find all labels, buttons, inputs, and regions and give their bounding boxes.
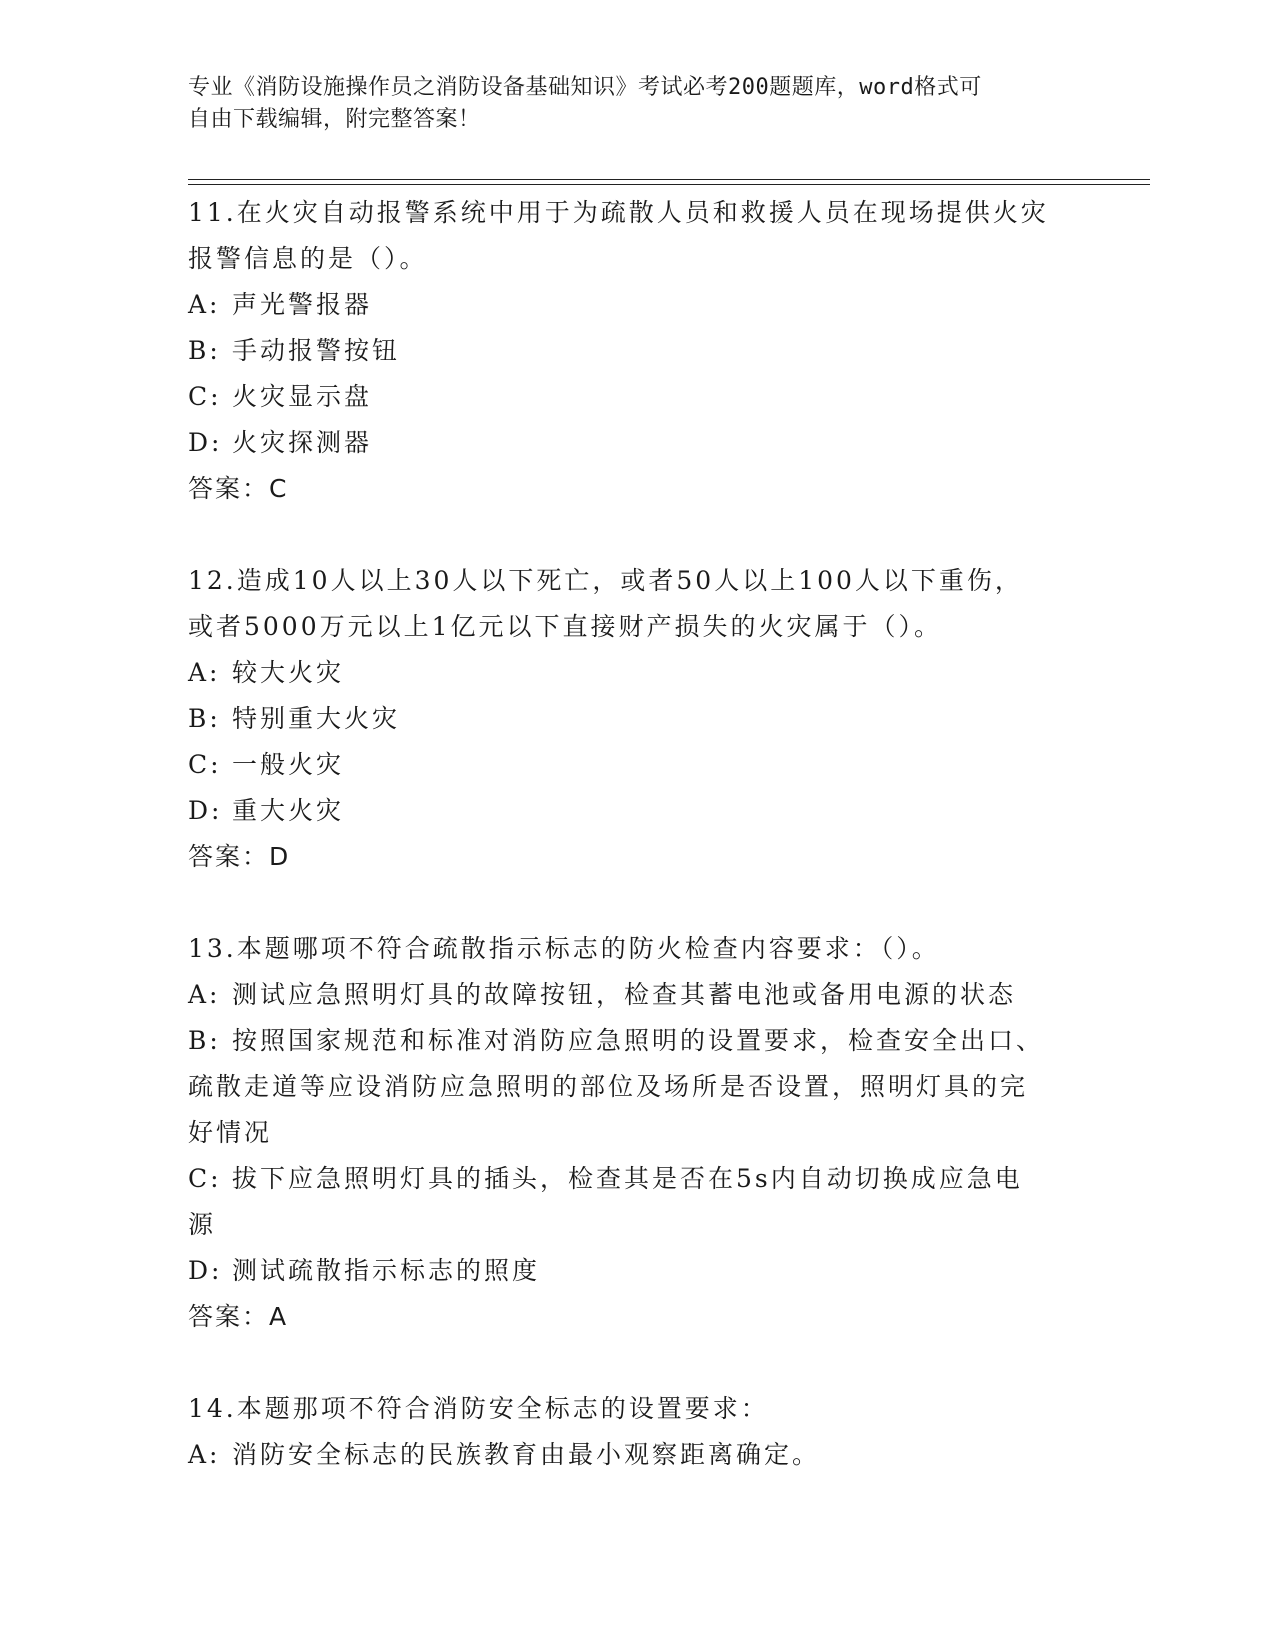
question-stem-line: 报警信息的是（）。: [188, 244, 428, 273]
option-text: 消防安全标志的民族教育由最小观察距离确定。: [232, 1440, 821, 1469]
header-line-1: 专业《消防设施操作员之消防设备基础知识》考试必考200题题库，word格式可: [188, 75, 982, 100]
option-text: 拔下应急照明灯具的插头，检查其是否在5s内自动切换成应急电: [232, 1164, 1023, 1193]
question-spacer: [188, 512, 1088, 558]
option-b-cont: 好情况: [188, 1118, 273, 1147]
option-c: [188, 1156, 1088, 1202]
header-line-2: 自由下载编辑，附完整答案！: [188, 107, 481, 132]
document-header: [188, 72, 1068, 136]
question-stem-line: 14.本题那项不符合消防安全标志的设置要求：: [188, 1394, 769, 1423]
option-a: [188, 972, 1088, 1018]
option-letter: A:: [188, 980, 221, 1009]
question-13: [188, 926, 1088, 1386]
option-letter: C:: [188, 1164, 222, 1193]
option-a: [188, 282, 1088, 328]
question-stem-line: 13.本题哪项不符合疏散指示标志的防火检查内容要求：（）。: [188, 934, 940, 963]
question-list: [188, 190, 1088, 1478]
option-d: [188, 1248, 1088, 1294]
option-letter: B:: [188, 336, 221, 365]
question-spacer: [188, 1340, 1088, 1386]
option-d: [188, 788, 1088, 834]
option-letter: D:: [188, 796, 223, 825]
question-14: [188, 1386, 1088, 1478]
option-b: [188, 328, 1088, 374]
question-stem-line: 11.在火灾自动报警系统中用于为疏散人员和救援人员在现场提供火灾: [188, 198, 1049, 227]
option-letter: D:: [188, 428, 223, 457]
option-letter: D:: [188, 1256, 223, 1285]
option-d: [188, 420, 1088, 466]
question-spacer: [188, 880, 1088, 926]
answer-line: 答案：D: [188, 842, 291, 871]
option-text: 声光警报器: [232, 290, 373, 319]
option-text: 特别重大火灾: [232, 704, 401, 733]
option-c-cont: 源: [188, 1210, 217, 1239]
header-rule-top: [188, 179, 1150, 180]
option-text: 测试应急照明灯具的故障按钮，检查其蓄电池或备用电源的状态: [232, 980, 1017, 1009]
option-text: 一般火灾: [232, 750, 345, 779]
answer-line: 答案：C: [188, 474, 289, 503]
option-b-cont: 疏散走道等应设消防应急照明的部位及场所是否设置，照明灯具的完: [188, 1072, 1029, 1101]
option-b: [188, 1018, 1088, 1064]
option-letter: A:: [188, 1440, 221, 1469]
option-letter: B:: [188, 1026, 221, 1055]
option-text: 测试疏散指示标志的照度: [232, 1256, 541, 1285]
option-text: 火灾显示盘: [232, 382, 373, 411]
option-c: [188, 374, 1088, 420]
option-text: 火灾探测器: [232, 428, 373, 457]
question-stem-line: 12.造成10人以上30人以下死亡，或者50人以上100人以下重伤，: [188, 566, 1023, 595]
option-a: [188, 1432, 1088, 1478]
question-11: [188, 190, 1088, 558]
option-letter: A:: [188, 658, 221, 687]
option-text: 较大火灾: [232, 658, 345, 687]
option-text: 按照国家规范和标准对消防应急照明的设置要求，检查安全出口、: [232, 1026, 1045, 1055]
option-c: [188, 742, 1088, 788]
question-stem-line: 或者5000万元以上1亿元以下直接财产损失的火灾属于（）。: [188, 612, 943, 641]
answer-line: 答案：A: [188, 1302, 289, 1331]
option-a: [188, 650, 1088, 696]
option-letter: C:: [188, 382, 222, 411]
option-letter: A:: [188, 290, 221, 319]
option-letter: C:: [188, 750, 222, 779]
header-rule-bottom: [188, 184, 1150, 185]
option-letter: B:: [188, 704, 221, 733]
option-b: [188, 696, 1088, 742]
question-12: [188, 558, 1088, 926]
option-text: 手动报警按钮: [232, 336, 401, 365]
option-text: 重大火灾: [232, 796, 345, 825]
